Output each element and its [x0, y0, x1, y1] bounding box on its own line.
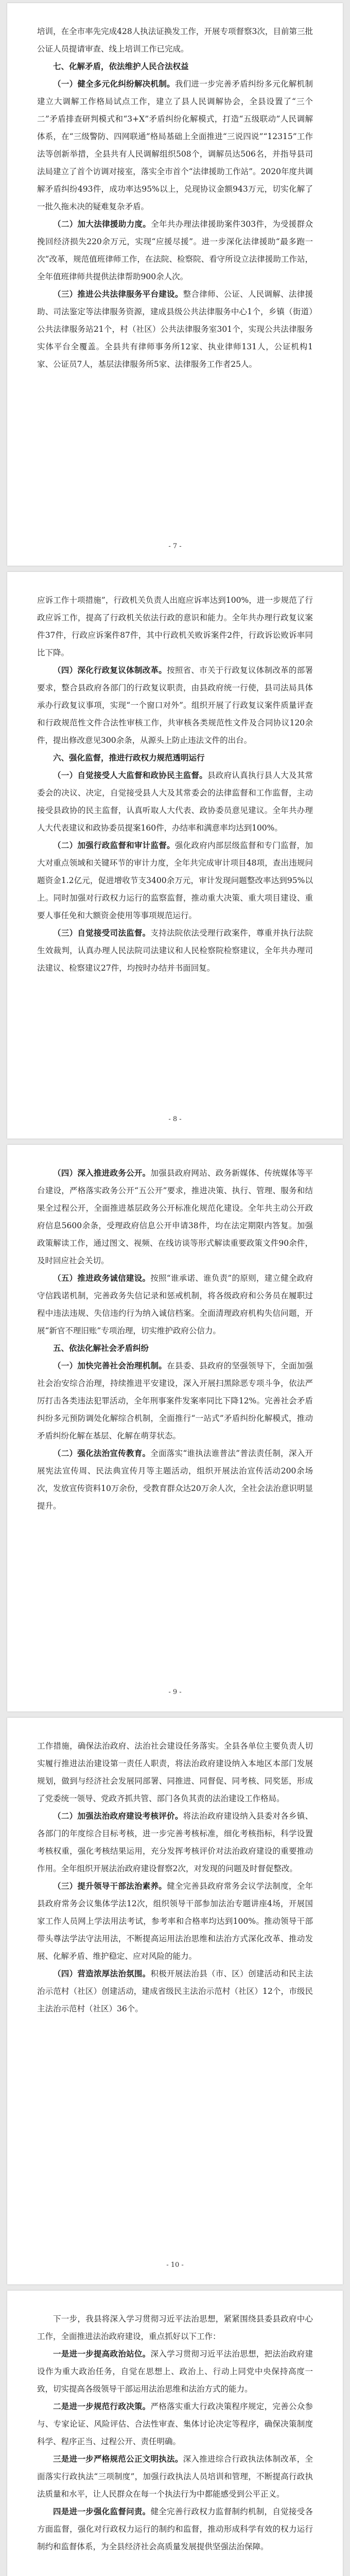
paragraph	[37, 1807, 313, 1877]
page-7	[7, 3, 343, 566]
paragraph-text: 严格落实重大行政决策程序规定，完善公众参与、专家论证、风险评估、合法性审查、集体讨论决定等程序，确保决策制度科学、程序正当、过程公开、责任明确。	[37, 2402, 313, 2446]
paragraph-text: 县政府认真执行县人大及其常委会的决议、决定，自觉接受县人大及其常委会的法律监督和工作监督，主动接受县政协的民主监督，认真听取人大代表、政协委员意见建议。全年共办理人大代表建议和政协委员提案160件，办结率和满意率均达到100%。	[37, 771, 313, 833]
page-8	[7, 572, 343, 1139]
paragraph-text: 全面落实“谁执法谁普法”普法责任制，深入开展宪法宣传周、民法典宣传月等主题活动，组织开展法治宣传活动200余场次，发放宣传资料10万余份，受教育群众达20万余人次，全社会法治意识明显提升。	[37, 1449, 313, 1511]
paragraph-text: 将法治政府建设纳入县委对各乡镇、各部门的年度综合目标考核，进一步完善考核标准，细化考核指标，科学设置考核权重，强化考核结果运用，充分发挥考核评价对法治政府建设的重要推动作用。全年组织开展法治政府建设督察2次，对发现的问题及时督促整改。	[37, 1811, 313, 1873]
paragraph	[37, 1445, 313, 1515]
section-heading: 六、强化监督，推进行政权力规范透明运行	[53, 753, 205, 762]
page-9	[7, 1145, 343, 1711]
section-heading: （三）推进公共法律服务平台建设。	[53, 289, 183, 299]
paragraph-text: 强化政府内部层级监督和专门监督，加大对重点领域和关键环节的审计力度，全年共完成审计项目48项，查出违规问题资金1.2亿元，促进增收节支3400余万元，审计发现问题整改率达到95%以上。同时加强对行政权力运行的监察监督，推动重大决策、重大项目建设、重要人事任免和大额资金使用等事项规范运行。	[37, 841, 313, 920]
paragraph	[37, 215, 313, 285]
section-heading: （三）提升领导干部法治素养。	[53, 1881, 167, 1891]
section-heading: （四）深化行政复议体制改革。	[53, 665, 167, 675]
paragraph	[37, 1164, 313, 1269]
section-heading: （二）加强法治政府建设考核评价。	[53, 1811, 183, 1821]
page-body	[37, 23, 313, 373]
paragraph-text: 整合律师、公证、人民调解、法律援助、司法鉴定等法律服务资源，建成县级公共法律服务中心1个，乡镇（街道）公共法律服务站21个，村（社区）公共法律服务室301个，实现公共法律服务实体平台全覆盖。全县共有律师事务所12家、执业律师131人，公证机构1家、公证员7人，基层法律服务所5家、法律服务工作者25人。	[37, 290, 313, 369]
paragraph-text: 培训，在全市率先完成428人执法证换发工作，开展专项督察3次，目前第三批公证人员提请审查、线上培训工作已完成。	[37, 27, 313, 54]
paragraph	[37, 749, 313, 767]
page-body	[37, 1737, 313, 2018]
paragraph-text: 我们进一步完善矛盾纠纷多元化解机制建立大调解工作格局试点工作，建立了县人民调解协会，全县设置了“三个二”矛盾排查研判模式和“3+X”矛盾纠纷化解模式，打造“五级联动”人民调解体系，在“三级警防、四网联通”格局基础上全面推进“三说四说”“12315”工作法等创新举措，全县共有人民调解组织508个，调解员达506名，并指导县司法局建立了首个访调对接室，落实全市首个“法律援助工作站”。2020年度共调解矛盾纠纷493件，成功率达95%以上，兑现协议金额943万元，切实化解了一批久拖未决的疑难复杂矛盾。	[37, 79, 313, 211]
paragraph	[37, 662, 313, 749]
page-body	[37, 2310, 313, 2555]
section-heading: （二）加大法律援助力度。	[53, 219, 151, 229]
paragraph	[37, 2450, 313, 2503]
page-number: - 8 -	[168, 1115, 182, 1123]
paragraph	[37, 2398, 313, 2450]
paragraph-text: 健全完善县政府常务会议学法制度，全年县政府常务会议集体学法12次，组织领导干部参加法治专题讲座4场，开展国家工作人员网上学法用法考试，参考率和合格率均达到100%。推动领导干部带头尊法学法守法用法，不断提高运用法治思维和法治方式深化改革、推动发展、化解矛盾、维护稳定、应对风险的能力。	[37, 1882, 313, 1961]
paragraph	[37, 23, 313, 58]
paragraph-text: 按照“谁承诺、谁负责”的原则，建立健全政府守信践诺机制，完善政务失信记录和惩戒机制，将各级政府和公务员在履职过程中违法违规、失信违约行为纳入诚信档案。全面清理政府机构失信问题，开展“新官不理旧账”专项治理，切实维护政府公信力。	[37, 1274, 313, 1335]
section-heading: （四）深入推进政务公开。	[53, 1168, 151, 1178]
paragraph-text: 积极开展法治县（市、区）创建活动和民主法治示范村（社区）创建活动，建成省级民主法治示范村（社区）12个，市级民主法治示范村（社区）36个。	[37, 1969, 313, 2013]
section-heading: （一）健全多元化纠纷解决机制。	[53, 79, 175, 89]
section-heading: （二）加强行政监督和审计监督。	[53, 840, 175, 850]
section-heading: （五）推进政务诚信建设。	[53, 1273, 151, 1283]
paragraph	[37, 2310, 313, 2345]
section-heading: （三）自觉接受司法监督。	[53, 928, 151, 938]
section-heading: 二是进一步规范行政决策。	[53, 2401, 151, 2411]
paragraph	[37, 924, 313, 977]
paragraph	[37, 75, 313, 215]
paragraph-text: 下一步，我县将深入学习贯彻习近平法治思想，紧紧围绕县委县政府中心工作，全面推进法治政府建设，重点抓好以下工作：	[37, 2314, 313, 2341]
section-heading: 三是进一步严格规范公正文明执法。	[53, 2454, 183, 2464]
paragraph	[37, 2503, 313, 2555]
paragraph-text: 加强县政府网站、政务新媒体、传统媒体等平台建设，严格落实政务公开“五公开”要求，推进决策、执行、管理、服务和结果全过程公开，全面推进基层政务公开标准化规范化建设。全年共主动公开政府信息5600余条，受理政府信息公开申请38件，均在法定期限内答复。加强政策解读工作，通过图文、视频、在线访谈等形式解读重要政策文件90余件，及时回应社会关切。	[37, 1168, 313, 1265]
paragraph	[37, 837, 313, 924]
section-heading: （二）强化法治宣传教育。	[53, 1448, 151, 1458]
paragraph-text: 应诉工作十项措施”，行政机关负责人出庭应诉率达到100%，进一步规范了行政应诉工作，提高了行政机关依法行政的意识和能力。全年共办理行政复议案件37件，行政应诉案件87件，其中行政机关败诉案件2件，行政诉讼败诉率同比下降。	[37, 596, 313, 657]
page-number: - 10 -	[166, 2261, 184, 2269]
paragraph-text: 支持法院依法受理行政案件，尊重并执行法院生效裁判，认真办理人民法院司法建议和人民检察院检察建议，全年共办理司法建议、检察建议27件，均按时办结并书面回复。	[37, 928, 313, 973]
paragraph	[37, 767, 313, 837]
paragraph	[37, 1737, 313, 1807]
paragraph	[37, 1357, 313, 1445]
paragraph-text: 按照省、市关于行政复议体制改革的部署要求，整合县政府各部门的行政复议职责，由县政府统一行使，县司法局具体承办行政复议事项，实现“一个窗口对外”。组织开展了行政复议案件质量评查和行政规范性文件合法性审核工作，共审核各类规范性文件及合同协议120余件，提出修改意见300余条，从源头上防止违法文件的出台。	[37, 666, 313, 745]
page-number: - 7 -	[168, 543, 182, 550]
paragraph	[37, 58, 313, 75]
section-heading: （一）自觉接受人大监督和政协民主监督。	[53, 770, 207, 780]
page-10	[7, 1718, 343, 2284]
page-11	[7, 2291, 343, 2576]
paragraph	[37, 1877, 313, 1965]
paragraph	[37, 1269, 313, 1340]
page-body	[37, 1164, 313, 1515]
section-heading: 五、依法化解社会矛盾纠纷	[53, 1343, 149, 1353]
paragraph	[37, 2345, 313, 2398]
paragraph-text: 深入学习贯彻习近平法治思想，把法治政府建设作为重大政治任务，自觉在思想上、政治上、行动上同党中央保持高度一致，切实提高各级领导干部运用法治思维和法治方式的能力。	[37, 2349, 313, 2394]
paragraph-text: 深入推进综合行政执法体制改革，全面落实行政执法“三项制度”，加强行政执法人员培训和管理，不断提高行政执法质量和水平，让人民群众在每一个执法行为中都能感受到公平正义。	[37, 2454, 313, 2499]
section-heading: 四是进一步强化监督问责。	[53, 2506, 151, 2516]
paragraph-text: 在县委、县政府的坚强领导下，全面加强社会治安综合治理，持续推进平安建设，深入开展扫黑除恶专项斗争，依法严厉打击各类违法犯罪活动，全年刑事案件发案率同比下降12%。完善社会矛盾纠纷多元预防调处化解综合机制，全面推行“一站式”矛盾纠纷化解模式，推动矛盾纠纷化解在基层、化解在萌芽状态。	[37, 1361, 313, 1440]
paragraph	[37, 285, 313, 373]
paragraph-text: 工作措施，确保法治政府、法治社会建设任务落实。全县各单位主要负责人切实履行推进法治建设第一责任人职责，将法治政府建设纳入本地区本部门发展规划，做到与经济社会发展同部署、同推进、同督促、同考核、同奖惩，形成了党委统一领导、党政齐抓共管、部门各负其责的法治建设工作格局。	[37, 1741, 313, 1803]
paragraph-text: 健全完善行政权力监督制约机制，自觉接受各方面监督，强化对行政权力运行的制约和监督，推动形成科学有效的权力运行制约和监督体系，为全县经济社会高质量发展提供坚强法治保障。	[37, 2507, 313, 2551]
section-heading: 七、化解矛盾，依法维护人民合法权益	[53, 61, 189, 71]
paragraph	[37, 1965, 313, 2018]
paragraph	[37, 1340, 313, 1357]
section-heading: （四）营造浓厚法治氛围。	[53, 1969, 151, 1978]
paragraph	[37, 591, 313, 662]
paragraph-text: 全年共办理法律援助案件303件，为受援群众挽回经济损失220余万元，实现“应援尽援”。进一步深化法律援助“最多跑一次”改革，规范值班律师工作，在法院、检察院、看守所设立法律援助工作站，全年值班律师共提供法律帮助900余人次。	[37, 219, 313, 281]
page-number: - 9 -	[168, 1688, 182, 1696]
page-body	[37, 591, 313, 977]
section-heading: （一）加快完善社会治理机制。	[53, 1361, 167, 1370]
section-heading: 一是进一步提高政治站位。	[53, 2349, 151, 2359]
